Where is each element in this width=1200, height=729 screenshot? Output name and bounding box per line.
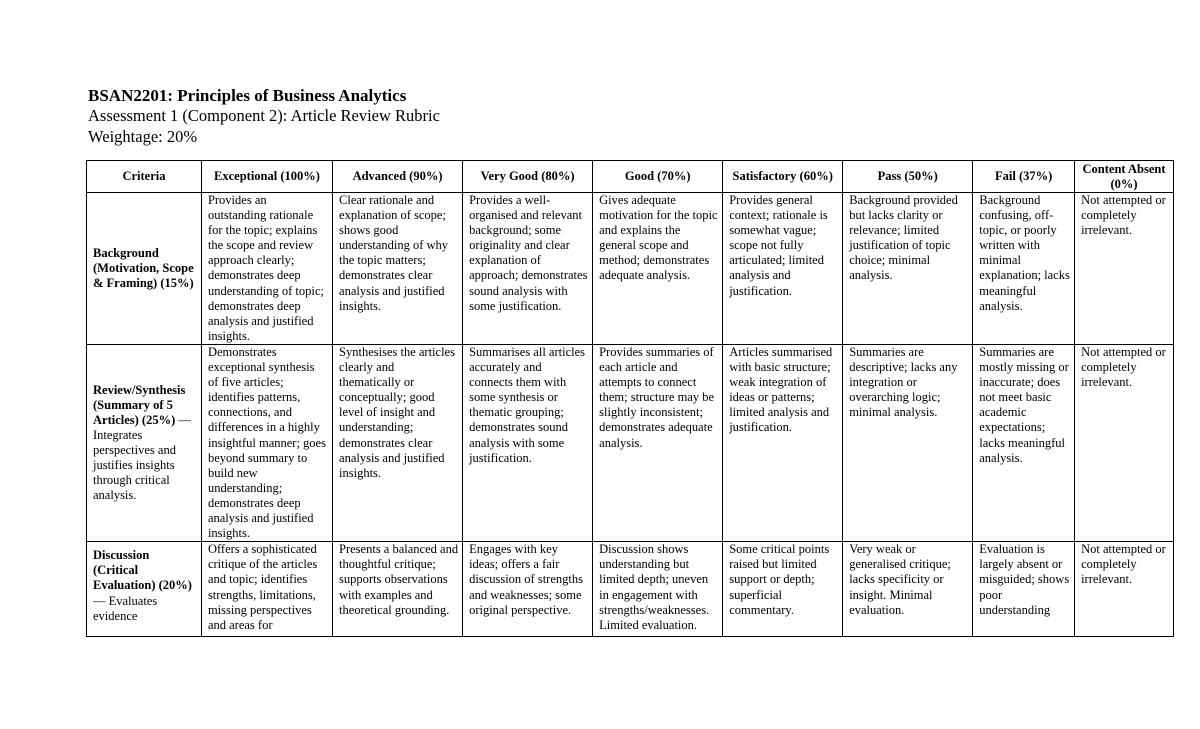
rubric-cell: Synthesises the articles clearly and thematically or conceptually; good level of insight and understanding; demonstrates clear analysis and justified insights. [333, 345, 463, 542]
rubric-cell: Discussion shows understanding but limited depth; uneven in engagement with strengths/weaknesses. Limited evaluation. [593, 542, 723, 637]
rubric-cell: Provides an outstanding rationale for the topic; explains the scope and review approach clearly; demonstrates deep understanding of topic; demonstrates deep analysis and justified insights. [201, 193, 332, 345]
rubric-cell: Provides a well-organised and relevant background; some originality and clear explanation of approach; demonstrates sound analysis with some justification. [463, 193, 593, 345]
rubric-cell: Presents a balanced and thoughtful critique; supports observations with examples and theoretical grounding. [333, 542, 463, 637]
criteria-name: Background (Motivation, Scope & Framing) (15%) [93, 245, 194, 291]
document-subtitle: Assessment 1 (Component 2): Article Review Rubric [88, 106, 440, 125]
criteria-description: — Evaluates evidence [93, 593, 158, 623]
rubric-cell: Articles summarised with basic structure; weak integration of ideas or patterns; limited analysis and justification. [723, 345, 843, 542]
header-criteria: Criteria [87, 161, 202, 193]
rubric-cell: Not attempted or completely irrelevant. [1075, 193, 1174, 345]
criteria-cell [87, 542, 202, 637]
rubric-cell: Background provided but lacks clarity or relevance; limited justification of topic choice; minimal analysis. [843, 193, 973, 345]
rubric-cell: Very weak or generalised critique; lacks specificity or insight. Minimal evaluation. [843, 542, 973, 637]
rubric-cell: Summaries are descriptive; lacks any integration or overarching logic; minimal analysis. [843, 345, 973, 542]
header-fail: Fail (37%) [973, 161, 1075, 193]
rubric-cell: Engages with key ideas; offers a fair discussion of strengths and weaknesses; some original perspective. [463, 542, 593, 637]
header-good: Good (70%) [593, 161, 723, 193]
header-very-good: Very Good (80%) [463, 161, 593, 193]
header-advanced: Advanced (90%) [333, 161, 463, 193]
rubric-cell: Summaries are mostly missing or inaccurate; does not meet basic academic expectations; lacks meaningful analysis. [973, 345, 1075, 542]
rubric-cell: Background confusing, off-topic, or poorly written with minimal explanation; lacks meaningful analysis. [973, 193, 1075, 345]
document-title: BSAN2201: Principles of Business Analytics [88, 86, 407, 105]
header-content-absent: Content Absent (0%) [1075, 161, 1174, 193]
rubric-cell: Evaluation is largely absent or misguided; shows poor understanding [973, 542, 1075, 637]
criteria-description: — Integrates perspectives and justifies insights through critical analysis. [93, 412, 191, 503]
criteria-name: Review/Synthesis (Summary of 5 Articles) (25%) [93, 382, 186, 427]
rubric-cell: Not attempted or completely irrelevant. [1075, 542, 1174, 637]
rubric-cell: Offers a sophisticated critique of the articles and topic; identifies strengths, limitations, missing perspectives and areas for [201, 542, 332, 637]
rubric-cell: Demonstrates exceptional synthesis of five articles; identifies patterns, connections, and differences in a highly insightful manner; goes beyond summary to build new understanding; demonstrates deep analysis and justified insights. [201, 345, 332, 542]
criteria-cell [87, 345, 202, 542]
rubric-cell: Not attempted or completely irrelevant. [1075, 345, 1174, 542]
table-row [87, 193, 1174, 345]
document-weightage: Weightage: 20% [88, 127, 198, 146]
table-header-row [87, 161, 1174, 193]
rubric-cell: Provides summaries of each article and attempts to connect them; structure may be slightly inconsistent; demonstrates adequate analysis. [593, 345, 723, 542]
criteria-cell [87, 193, 202, 345]
criteria-name: Discussion (Critical Evaluation) (20%) [93, 548, 192, 593]
header-pass: Pass (50%) [843, 161, 973, 193]
rubric-cell: Some critical points raised but limited support or depth; superficial commentary. [723, 542, 843, 637]
rubric-cell: Clear rationale and explanation of scope; shows good understanding of why the topic matters; demonstrates clear analysis and justified insights. [333, 193, 463, 345]
table-row [87, 542, 1174, 637]
rubric-cell: Gives adequate motivation for the topic and explains the general scope and method; demonstrates adequate analysis. [593, 193, 723, 345]
header-exceptional: Exceptional (100%) [201, 161, 332, 193]
header-satisfactory: Satisfactory (60%) [723, 161, 843, 193]
rubric-cell: Provides general context; rationale is somewhat vague; scope not fully articulated; limited analysis and justification. [723, 193, 843, 345]
table-row [87, 345, 1174, 542]
rubric-cell: Summarises all articles accurately and connects them with some synthesis or thematic grouping; demonstrates sound analysis with some justification. [463, 345, 593, 542]
rubric-table [86, 160, 1174, 637]
